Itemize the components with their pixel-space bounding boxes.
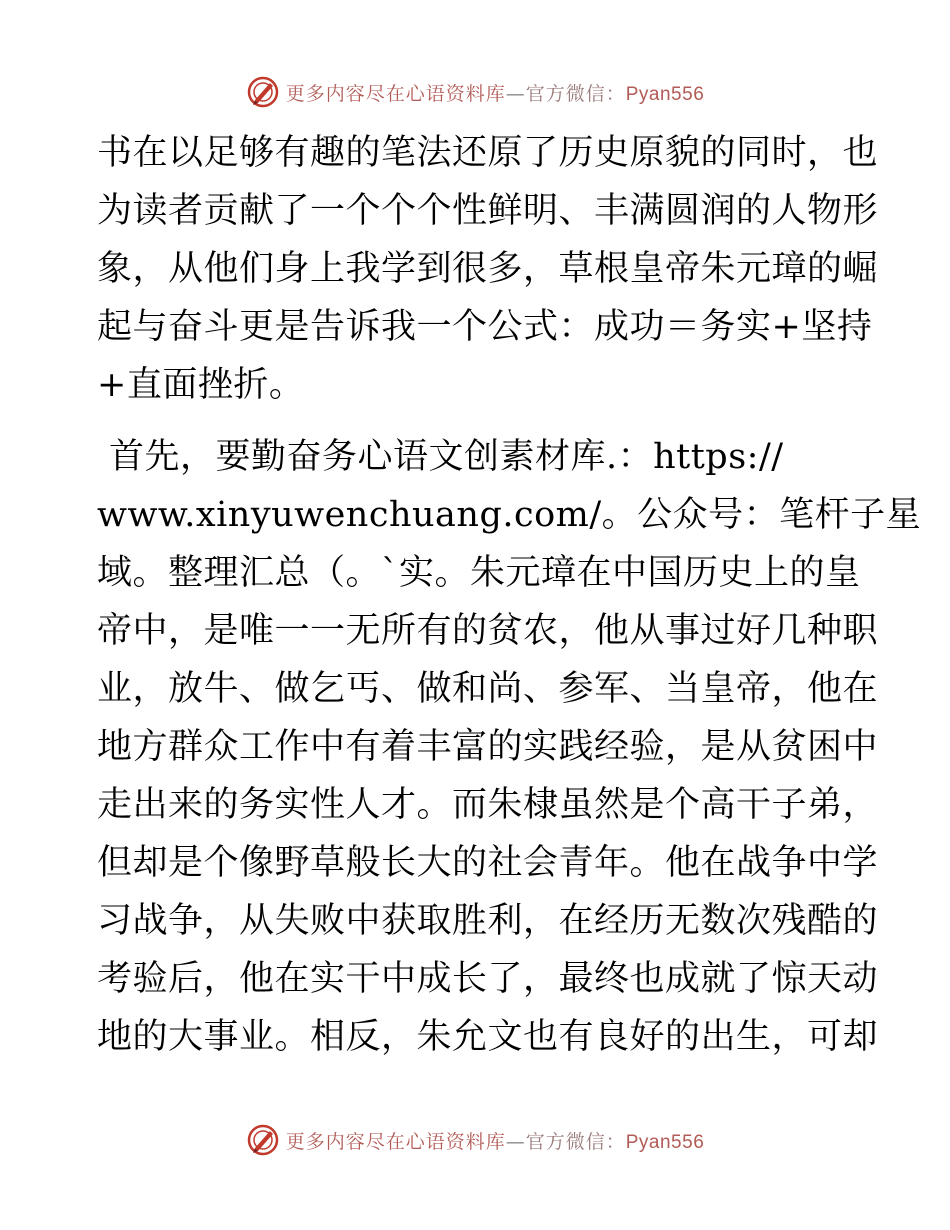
header-watermark [0,72,950,112]
document-body [97,124,922,1066]
text-line: +直面挫折。 [97,365,305,405]
text-line: 业，放牛、做乞丐、做和尚、参军、当皇帝，他在 [97,669,879,709]
paragraph-gap [97,414,857,428]
text-line: 地的大事业。相反，朱允文也有良好的出生，可却 [97,1017,879,1057]
text-line: 象，从他们身上我学到很多，草根皇帝朱元璋的崛 [97,249,879,289]
watermark-wechat-id: Pyan556 [625,1131,705,1153]
text-line: 为读者贡献了一个个个性鲜明、丰满圆润的人物形 [97,191,879,231]
text-line: 帝中，是唯一一无所有的贫农，他从事过好几种职 [97,611,879,651]
watermark-dash: — [505,1130,526,1153]
text-line: 地方群众工作中有着丰富的实践经验，是从贫困中 [97,727,879,767]
text-line: 但却是个像野草般长大的社会青年。他在战争中学 [97,843,879,883]
text-line: 书在以足够有趣的笔法还原了历史原貌的同时，也 [97,133,879,173]
text-line: 首先，要勤奋务心语文创素材库.：https:// [109,437,784,477]
pen-logo-icon [246,75,280,109]
paragraph-2 [97,428,922,1066]
watermark-brand: 更多内容尽在心语资料库 [285,82,506,105]
watermark-wechat-label: 官方微信： [525,82,626,105]
watermark-dash: — [505,82,526,105]
watermark-wechat-id: Pyan556 [625,83,705,105]
text-line: 考验后，他在实干中成长了，最终也成就了惊天动 [97,959,879,999]
pen-logo-icon [246,1123,280,1157]
watermark-text [286,1127,705,1154]
footer-watermark [0,1120,950,1160]
watermark-wechat-label: 官方微信： [525,1130,626,1153]
watermark-text [286,79,705,106]
text-line: 起与奋斗更是告诉我一个公式：成功＝务实+坚持 [97,307,873,347]
watermark-brand: 更多内容尽在心语资料库 [285,1130,506,1153]
text-line: 习战争，从失败中获取胜利，在经历无数次残酷的 [97,901,879,941]
paragraph-1 [97,124,879,414]
text-line: 走出来的务实性人才。而朱棣虽然是个高干子弟， [97,785,879,825]
text-line: www.xinyuwenchuang.com/。公众号：笔杆子星 [97,495,922,535]
text-line: 域。整理汇总（。`实。朱元璋在中国历史上的皇 [97,553,861,593]
